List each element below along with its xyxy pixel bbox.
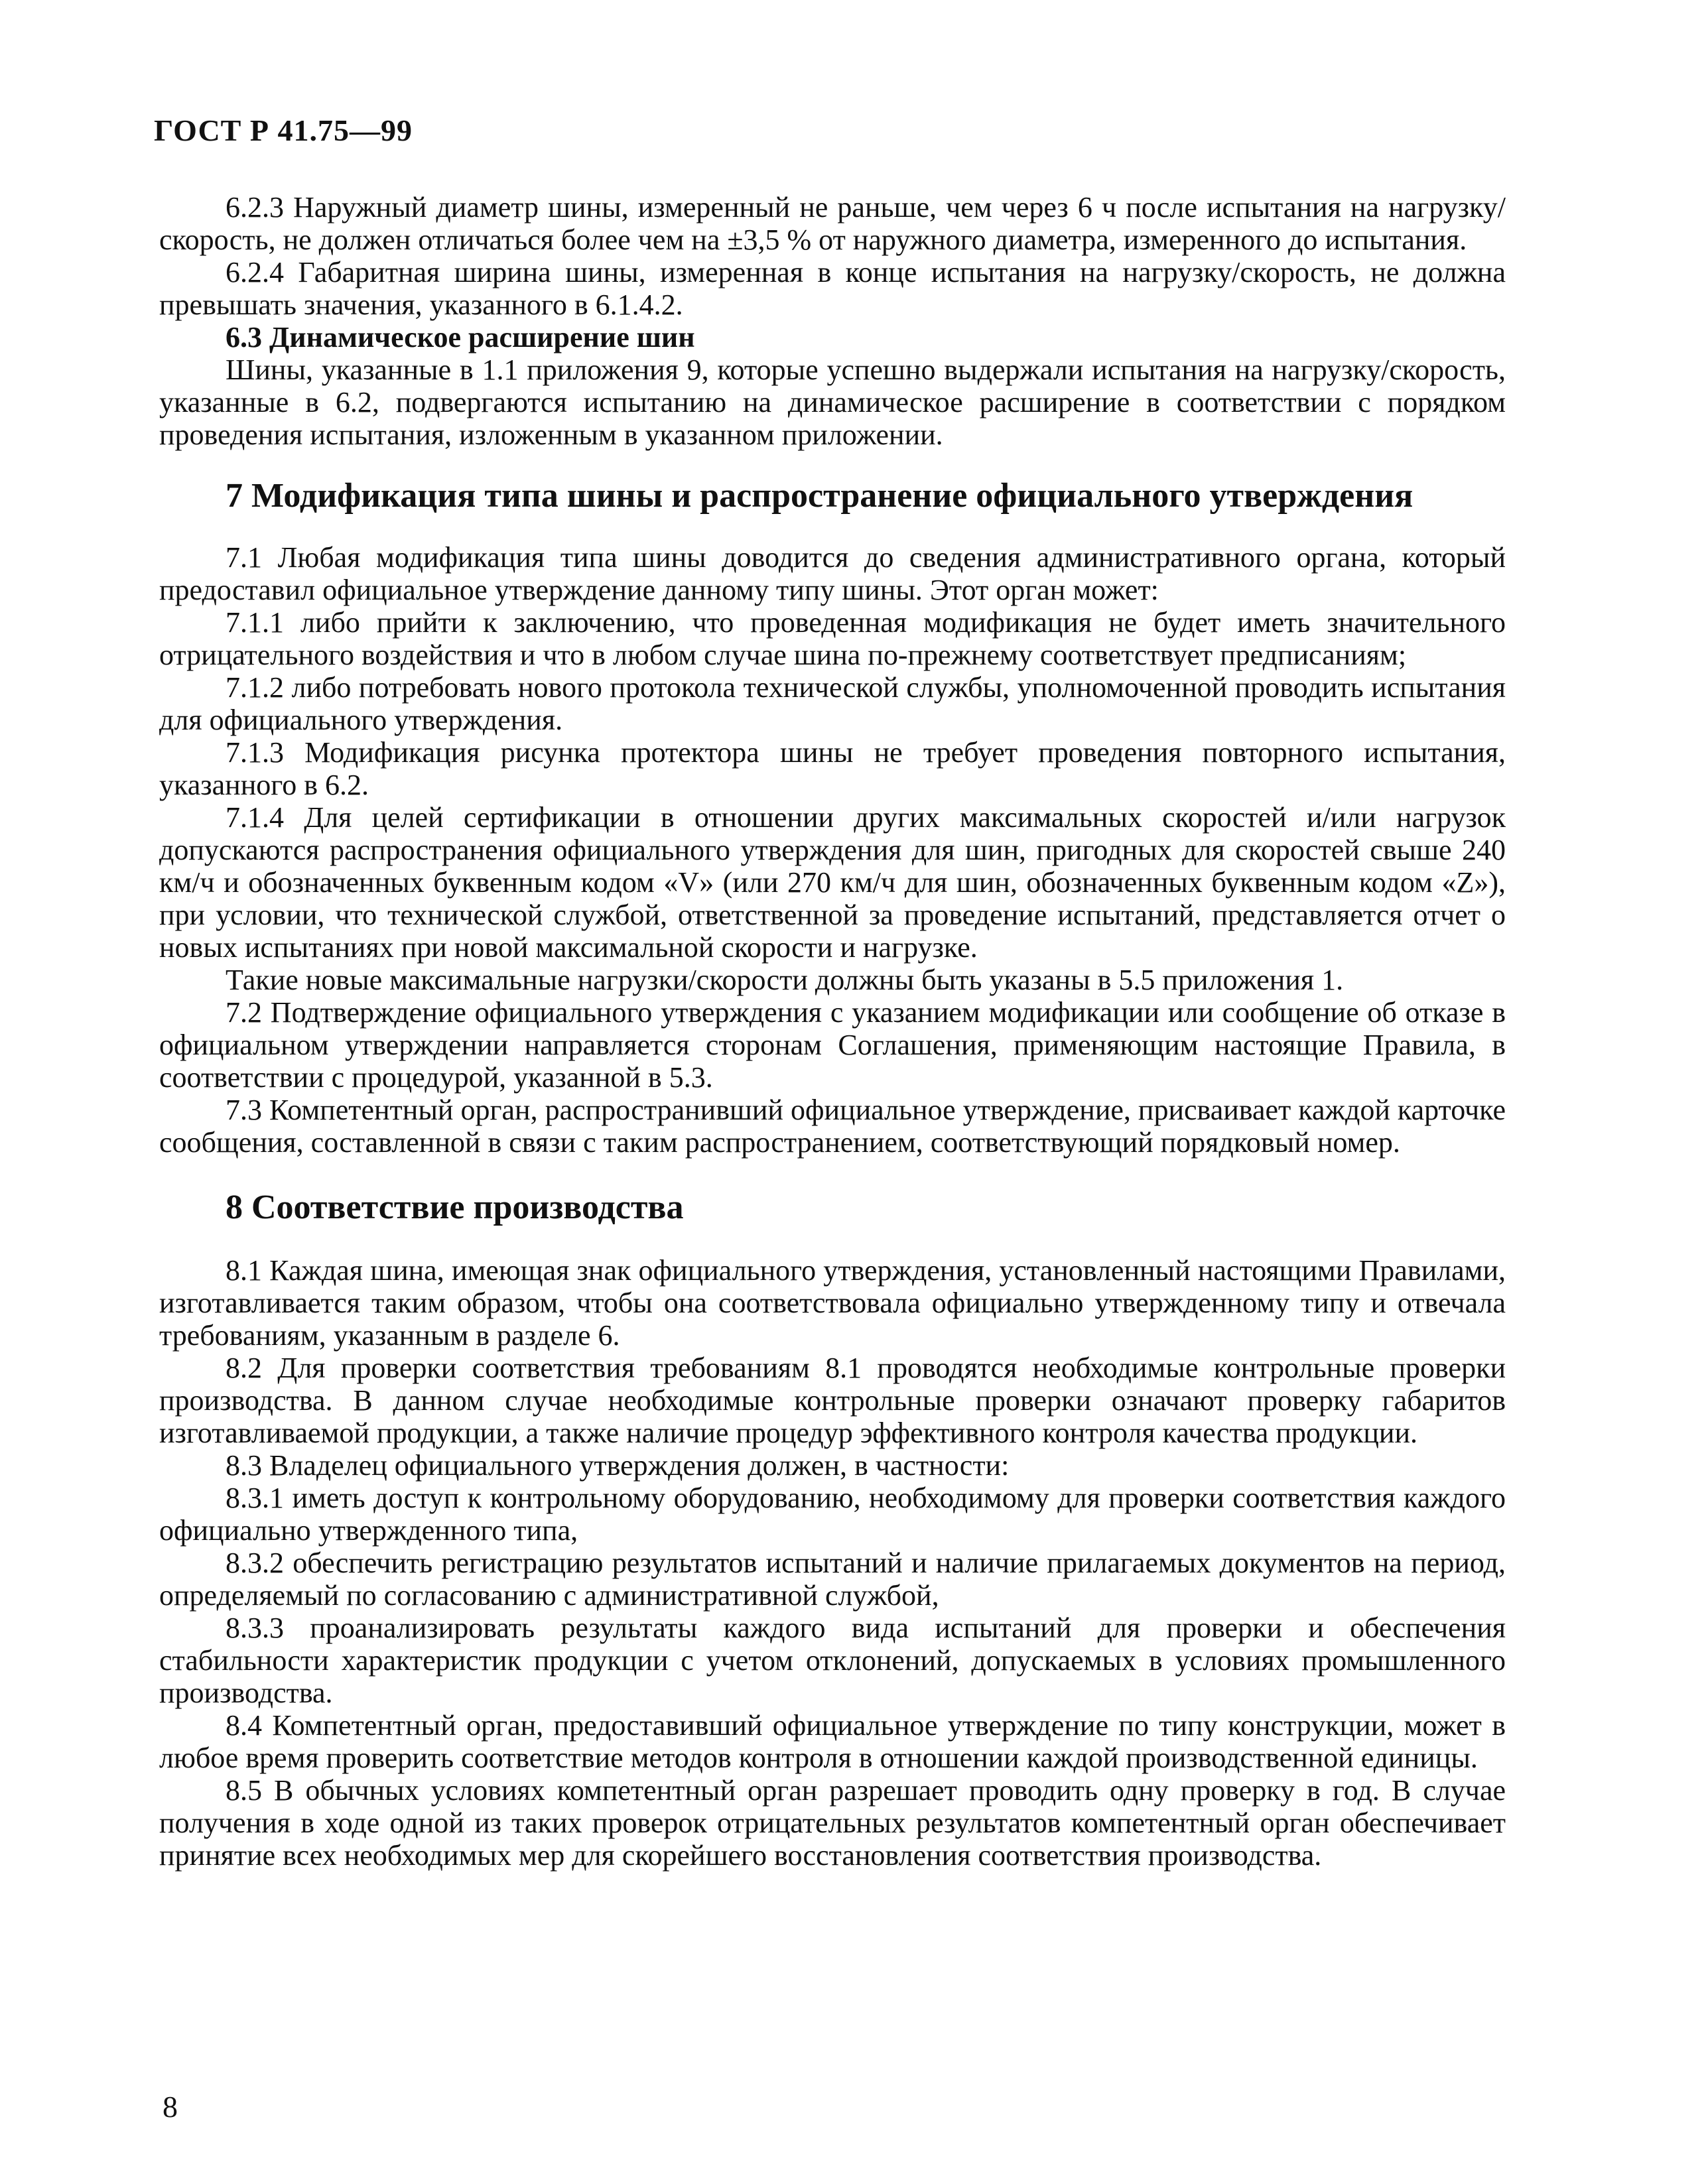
paragraph-8-4: 8.4 Компетентный орган, предоставивший официальное утверждение по типу конструкции, может в любое время проверить соответствие методов контроля в отношении каждой производственной единицы. bbox=[159, 1709, 1506, 1774]
paragraph-7-2: 7.2 Подтверждение официального утверждения с указанием модификации или сообщение об отказе в официальном утверждении направляется сторонам Соглашения, применяющим настоящие Правила, в соответствии с процедурой, указанной в 5.3. bbox=[159, 996, 1506, 1094]
paragraph-7-1-3: 7.1.3 Модификация рисунка протектора шины не требует проведения повторного испытания, указанного в 6.2. bbox=[159, 736, 1506, 801]
section-heading-8: 8 Соответствие производства bbox=[226, 1188, 684, 1226]
paragraph-7-1-1: 7.1.1 либо прийти к заключению, что проведенная модификация не будет иметь значительного отрицательного воздействия и что в любом случае шина по-прежнему соответствует предписаниям; bbox=[159, 606, 1506, 671]
paragraph-8-5: 8.5 В обычных условиях компетентный орган разрешает проводить одну проверку в год. В случае получения в ходе одной из таких проверок отрицательных результатов компетентный орган обеспечивает принятие всех необходимых мер для скорейшего восстановления соответствия производства. bbox=[159, 1774, 1506, 1872]
paragraph-7-1-4-note: Такие новые максимальные нагрузки/скорости должны быть указаны в 5.5 приложения 1. bbox=[226, 964, 1344, 996]
paragraph-6-2-4: 6.2.4 Габаритная ширина шины, измеренная в конце испытания на нагрузку/скорость, не должна превышать значения, указанного в 6.1.4.2. bbox=[159, 256, 1506, 321]
paragraph-7-3: 7.3 Компетентный орган, распространивший официальное утверждение, присваивает каждой карточке сообщения, составленной в связи с таким распространением, соответствующий порядковый номер. bbox=[159, 1094, 1506, 1159]
paragraph-6-2-3: 6.2.3 Наружный диаметр шины, измеренный не раньше, чем через 6 ч после испытания на нагрузку/скорость, не должен отличаться более чем на ±3,5 % от наружного диаметра, измеренного до испытания. bbox=[159, 191, 1506, 256]
paragraph-8-1: 8.1 Каждая шина, имеющая знак официального утверждения, установленный настоящими Правилами, изготавливается таким образом, чтобы она соответствовала официально утвержденному типу и отвечала требованиям, указанным в разделе 6. bbox=[159, 1254, 1506, 1352]
subheading-6-3: 6.3 Динамическое расширение шин bbox=[226, 321, 695, 353]
paragraph-7-1-2: 7.1.2 либо потребовать нового протокола технической службы, уполномоченной проводить испытания для официального утверждения. bbox=[159, 671, 1506, 736]
document-header: ГОСТ Р 41.75—99 bbox=[154, 113, 413, 147]
paragraph-8-3: 8.3 Владелец официального утверждения должен, в частности: bbox=[226, 1449, 1010, 1482]
paragraph-8-2: 8.2 Для проверки соответствия требованиям 8.1 проводятся необходимые контрольные проверки производства. В данном случае необходимые контрольные проверки означают проверку габаритов изготавливаемой продукции, а также наличие процедур эффективного контроля качества продукции. bbox=[159, 1352, 1506, 1449]
paragraph-8-3-2: 8.3.2 обеспечить регистрацию результатов испытаний и наличие прилагаемых документов на период, определяемый по согласованию с административной службой, bbox=[159, 1547, 1506, 1612]
paragraph-8-3-1: 8.3.1 иметь доступ к контрольному оборудованию, необходимому для проверки соответствия каждого официально утвержденного типа, bbox=[159, 1482, 1506, 1547]
paragraph-8-3-3: 8.3.3 проанализировать результаты каждого вида испытаний для проверки и обеспечения стабильности характеристик продукции с учетом отклонений, допускаемых в условиях промышленного производства. bbox=[159, 1612, 1506, 1709]
page-number: 8 bbox=[163, 2090, 178, 2124]
paragraph-7-1: 7.1 Любая модификация типа шины доводится до сведения административного органа, который предоставил официальное утверждение данному типу шины. Этот орган может: bbox=[159, 541, 1506, 606]
paragraph-7-1-4: 7.1.4 Для целей сертификации в отношении других максимальных скоростей и/или нагрузок допускаются распространения официального утверждения для шин, пригодных для скоростей свыше 240 км/ч и обозначенных буквенным кодом «V» (или 270 км/ч для шин, обозначенных буквенным кодом «Z»), при условии, что технической службой, ответственной за проведение испытаний, представляется отчет о новых испытаниях при новой максимальной скорости и нагрузке. bbox=[159, 801, 1506, 964]
section-heading-7: 7 Модификация типа шины и распространение официального утверждения bbox=[226, 477, 1413, 515]
paragraph-6-3: Шины, указанные в 1.1 приложения 9, которые успешно выдержали испытания на нагрузку/скорость, указанные в 6.2, подвергаются испытанию на динамическое расширение в соответствии с порядком проведения испытания, изложенным в указанном приложении. bbox=[159, 353, 1506, 451]
document-body bbox=[159, 191, 1506, 1872]
